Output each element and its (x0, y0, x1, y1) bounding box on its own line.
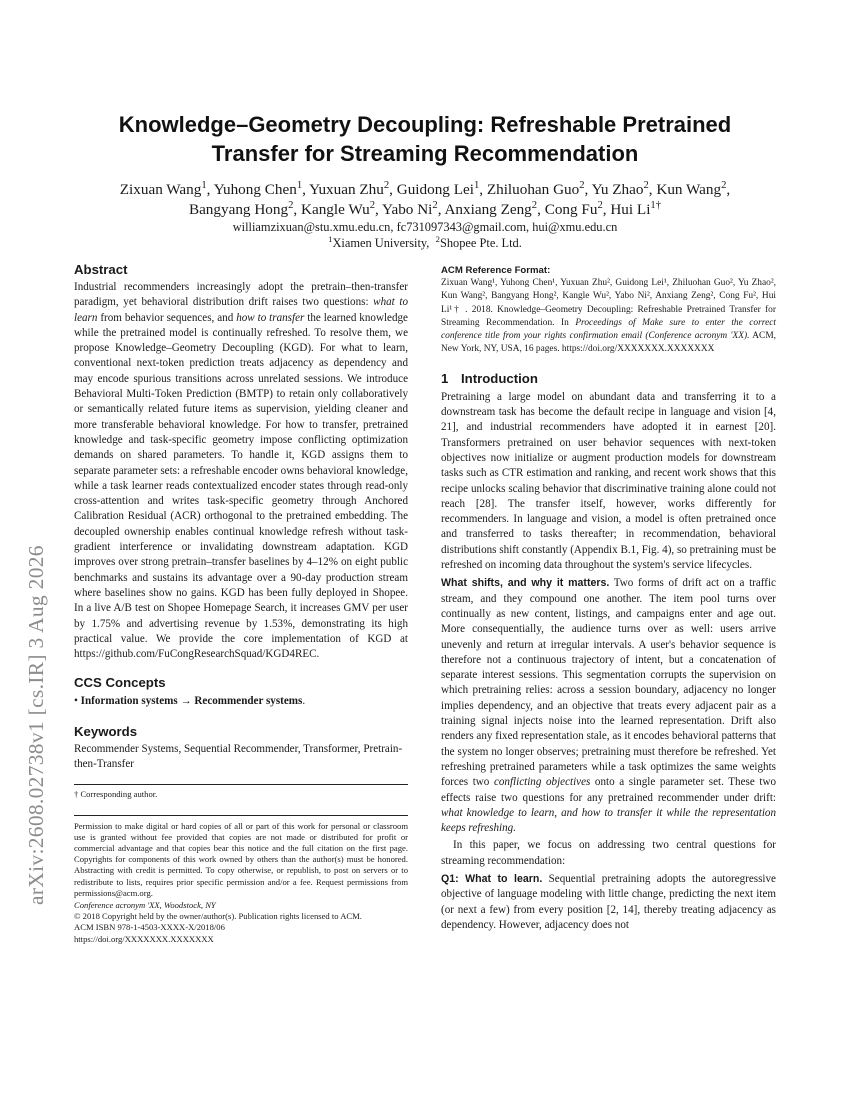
acm-ref-text: Zixuan Wang¹, Yuhong Chen¹, Yuxuan Zhu², Guidong Lei¹, Zhiluohan Guo², Yu Zhao², Kun Wang², Bangyang Hong², Kangle Wu², Yabo Ni², Anxiang Zeng², Cong Fu², Hui Li¹† . 2018. Knowledge–Geometry Decoupling: Refreshable Pretrained Transfer for Streaming Recommendation. In Proceedings of Make sure to enter the correct conference title from your rights confirmation email (Conference acronym 'XX). ACM, New York, NY, USA, 16 pages. https://doi.org/XXXXXXX.XXXXXXX (441, 278, 776, 355)
intro-heading: 1 Introduction (441, 370, 538, 386)
author-name: Kun Wang (656, 181, 722, 198)
doi-link[interactable]: https://doi.org/XXXXXXX.XXXXXXX (74, 933, 214, 944)
affiliation-1: Xiamen University, (332, 236, 430, 250)
intro-paragraph-1: Pretraining a large model on abundant data and transferring it to a downstream task has become the default recipe in language and vision [4, 21], and industrial recommenders have adopted it in earnest [20]. Transformers pretrained on user behavior sequences with next-token objectives now initialize or augment production models for downstream tasks such as CTR estimation and ranking, and recent work shows that this recipe unlocks scaling behavior that discriminative training alone could not reach [28]. The transfer itself, however, works differently for recommenders. In language and vision, a model is often pretrained once and transferred to tasks thereafter; in recommendation, behavioral distributions shift constantly (Appendix B.1, Fig. 4), so pretraining must be refreshed on incoming data throughout the system's service lifecycles. (441, 390, 776, 572)
affiliation-2-number: 2 (435, 234, 440, 245)
ccs-heading: CCS Concepts (74, 675, 166, 691)
abstract-text: Industrial recommenders increasingly adopt the pretrain–then-transfer paradigm, yet behavioral distribution drift raises two questions: what to learn from behavior sequences, and how to transfer the learned knowledge while the pretrained model is continually refreshed. To resolve them, we propose Knowledge–Geometry Decoupling (KGD). For what to learn, conventional next-token prediction treats adjacency as dependency and may encode spurious transitions across unrelated sessions. We introduce Behavioral Multi-Token Prediction (BMTP) to retain only collaboratively or semantically related future items as supervision, yielding cleaner and more transferable behavioral knowledge. For how to transfer, pretrained knowledge and task-specific geometry impose conflicting optimization demands on shared parameters. To handle it, KGD assigns them to separate parameter sets: a refreshable encoder owns behavioral knowledge, while a task learner reads contextualized encoder states through read-only cross-attention and writes task-specific geometry through Anchored Calibration Residual (ACR) orthogonal to the pretrained embedding. The decoupled ownership enables continual knowledge refresh without task-gradient interference or invalidating downstream adaptation. KGD improves over strong pretrain–transfer baselines by 4–12% on eight public benchmarks and sustains its advantage over a 90-day production stream where baselines show no gains. KGD has been fully deployed in Shopee. In a live A/B test on Shopee Homepage Search, it increases GMV per user by 1.75% and advertising revenue by 1.53%, demonstrating its high practical value. We provide the core implementation of KGD at https://github.com/FuCongResearchSquad/KGD4REC. (74, 281, 408, 661)
permission-rule (74, 815, 408, 816)
isbn: ACM ISBN 978-1-4503-XXXX-X/2018/06 (74, 922, 225, 933)
permission-notice: Permission to make digital or hard copies of all or part of this work for personal or classroom use is granted without fee provided that copies are not made or distributed for profit or commercial advantage and that copies bear this notice and the full citation on the first page. Copyrights for components of this work owned by others than the author(s) must be honored. Abstracting with credit is permitted. To copy otherwise, or republish, to post on servers or to redistribute to lists, requires prior specific permission and/or a fee. Request permissions from permissions@acm.org. (74, 820, 408, 898)
author-affiliation-mark: 2 (432, 200, 438, 212)
right-column (441, 265, 776, 933)
author-name: Kangle Wu (300, 201, 370, 218)
author-list: Zixuan Wang$^1$, Yuhong Chen$^1$, Yuxuan Zhu$^2$, Guidong Lei$^1$, Zhiluohan Guo$^2$, Yu Zhao$^2$, Kun Wang$^2$, Bangyang Hong$^2$, Kangle Wu$^2$, Yabo Ni$^2$, Anxiang Zeng$^2$, Cong Fu$^2$, Hui $Li^{1\dagger}$ (119, 180, 731, 218)
author-name: Yu Zhao (591, 181, 644, 198)
author-affiliation-mark: 2 (597, 200, 603, 212)
paper-title (60, 110, 790, 168)
intro-number: 1 (441, 370, 449, 386)
affiliation-2: Shopee Pte. Ltd. (439, 236, 522, 250)
left-column (74, 262, 408, 945)
author-name: Yabo Ni (382, 201, 433, 218)
author-affiliation-mark: 2 (369, 200, 375, 212)
author-name: Yuhong Chen (213, 181, 297, 198)
footnote-rule (74, 784, 408, 785)
author-affiliation-mark: 1 (201, 180, 207, 192)
acm-ref-heading: ACM Reference Format: (441, 265, 551, 276)
author-name: Yuxuan Zhu (309, 181, 384, 198)
title-line-2: Transfer for Streaming Recommendation (211, 141, 639, 166)
footnote-corresponding: † Corresponding author. (74, 789, 158, 800)
intro-paragraph-2: What shifts, and why it matters. Two forms of drift act on a traffic stream, and they compound one another. The item pool turns over continually as new content, listings, and campaigns enter and age out. More consequentially, the audience turns over as well: users arrive unevenly and return at irregular intervals. A user's behavior sequence is therefore not a continuous trajectory of intent, but a concatenation of separate interest sessions. This segmentation corrupts the supervision on which pretraining relies: across a session boundary, adjacency no longer implies dependency, and an objective that treats every adjacent pair as a training signal injects noise into the learned representation. Drift also renders any fixed representation stale, as it encodes behavioral patterns that the system no longer observes; pretraining must therefore be refreshed. Yet refreshing pretrained parameters while a task optimizes the same weights forces two conflicting objectives onto a single parameter set. These two effects raise two questions for any pretrained recommender under drift: what knowledge to learn, and how to transfer it while the representation keeps refreshing. (441, 577, 777, 835)
author-name: Anxiang Zeng (444, 201, 532, 218)
author-affiliation-mark: 2 (579, 180, 585, 192)
author-name: Zixuan Wang (119, 181, 202, 198)
ccs-concepts: • Information systems → Recommender systems. (74, 695, 306, 708)
keywords-heading: Keywords (74, 723, 138, 739)
author-affiliation-mark: 1† (650, 200, 662, 212)
title-line-1: Knowledge–Geometry Decoupling: Refreshable Pretrained (118, 112, 732, 137)
copyright-notice: © 2018 Copyright held by the owner/author(s). Publication rights licensed to ACM. (74, 911, 362, 922)
author-name: Guidong Lei (396, 181, 474, 198)
intro-paragraph-3: In this paper, we focus on addressing two central questions for streaming recommendation: (441, 839, 776, 867)
conference-info: Conference acronym 'XX, Woodstock, NY (74, 899, 216, 910)
abstract-heading: Abstract (74, 262, 128, 277)
author-name: Zhiluohan Guo (486, 181, 580, 198)
author-emails: williamzixuan@stu.xmu.edu.cn, fc731097343@gmail.com, hui@xmu.edu.cn (232, 220, 618, 234)
affiliation-1-number: 1 (328, 234, 333, 245)
author-affiliation-mark: 2 (288, 200, 294, 212)
intro-paragraph-4: Q1: What to learn. Sequential pretraining adopts the autoregressive objective of language modeling with little change, predicting the next item (or next a few) from every position [2, 14], thereby treating adjacency as dependency. However, adjacency does not (441, 872, 776, 931)
author-affiliation-mark: 1 (473, 180, 480, 192)
keywords-text: Recommender Systems, Sequential Recommender, Transformer, Pretrain-then-Transfer (74, 742, 403, 771)
affiliations (60, 235, 790, 251)
author-affiliation-mark: 2 (531, 200, 538, 212)
author-affiliation-mark: 2 (721, 180, 727, 192)
author-affiliation-mark: 1 (296, 180, 303, 192)
author-affiliation-mark: 2 (383, 180, 390, 192)
arxiv-stamp: arXiv:2608.02738v1 [cs.IR] 3 Aug 2026 (24, 545, 48, 905)
author-name: Hui Li (610, 201, 651, 218)
author-name: Bangyang Hong (188, 201, 289, 218)
author-name: Cong Fu (544, 201, 598, 218)
author-affiliation-mark: 2 (643, 180, 649, 192)
